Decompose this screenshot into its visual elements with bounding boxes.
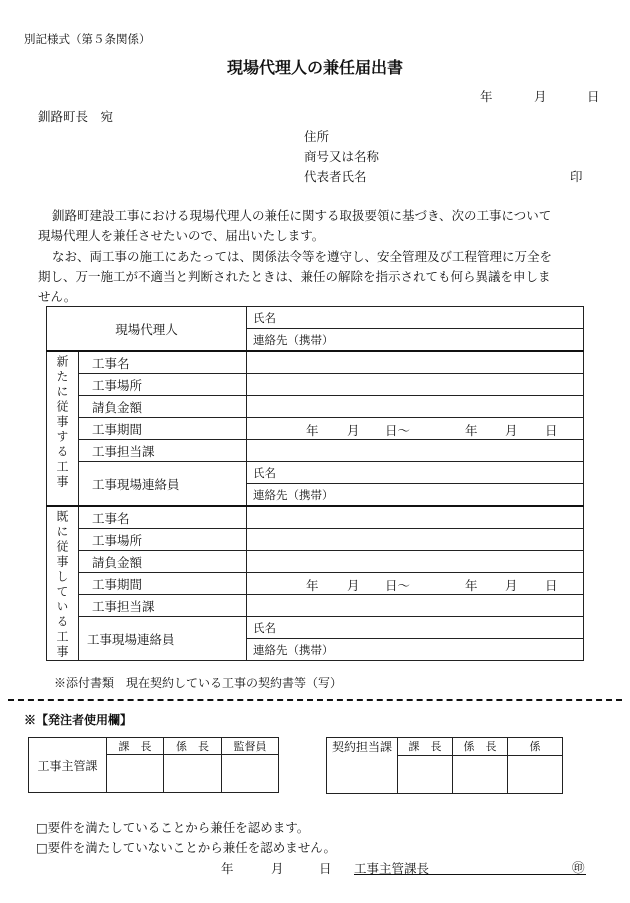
new-work-group-label: 新たに従事する工事	[55, 355, 69, 490]
existing-liaison-name-field[interactable]: 氏名	[247, 617, 584, 639]
existing-period-d2: 日	[545, 578, 558, 593]
new-period-m1: 月	[347, 423, 360, 438]
contract-col-subchief: 係 長	[453, 738, 508, 756]
new-department-label: 工事担当課	[79, 440, 247, 462]
body-line-2: 現場代理人を兼任させたいので、届出いたします。	[38, 228, 325, 243]
existing-work-site-label: 工事場所	[79, 529, 247, 551]
contract-stamp-subchief[interactable]	[453, 755, 508, 793]
contract-col-staff: 係	[508, 738, 563, 756]
body-line-1: 釧路町建設工事における現場代理人の兼任に関する取扱要領に基づき、次の工事について	[52, 208, 552, 223]
contract-stamp-chief[interactable]	[398, 755, 453, 793]
construction-stamp-supervisor[interactable]	[222, 755, 279, 793]
footer-day: 日	[319, 861, 332, 876]
contract-col-chief: 課 長	[398, 738, 453, 756]
contract-dept-cell	[327, 755, 398, 793]
agent-label: 現場代理人	[47, 307, 247, 352]
existing-liaison-label: 工事現場連絡員	[79, 617, 247, 661]
new-contract-amount-label: 請負金額	[79, 396, 247, 418]
contract-dept-label: 契約担当課	[327, 738, 398, 756]
construction-col-supervisor: 監督員	[222, 738, 279, 755]
existing-period-d1: 日〜	[385, 578, 411, 593]
applicant-address-label: 住所	[304, 129, 330, 144]
form-number: 別記様式（第５条関係）	[24, 32, 151, 46]
construction-col-chief: 課 長	[107, 738, 164, 755]
existing-liaison-contact-field[interactable]: 連絡先（携帯）	[247, 639, 584, 661]
signer-label: 工事主管課長	[354, 861, 430, 876]
approval-table-contract	[326, 737, 563, 794]
existing-period-y2: 年	[465, 578, 478, 593]
date-month: 月	[534, 89, 547, 104]
new-work-name-field[interactable]	[247, 351, 584, 374]
existing-period-m2: 月	[505, 578, 518, 593]
new-period-field[interactable]	[247, 418, 584, 440]
existing-period-label: 工事期間	[79, 573, 247, 595]
seal-stamp-icon: ㊞	[572, 860, 585, 875]
new-work-site-label: 工事場所	[79, 374, 247, 396]
existing-work-name-label: 工事名	[79, 506, 247, 529]
new-period-y1: 年	[306, 423, 319, 438]
cut-line-divider	[8, 699, 622, 701]
date-day: 日	[587, 89, 600, 104]
construction-dept-label: 工事主管課	[29, 738, 107, 793]
existing-work-site-field[interactable]	[247, 529, 584, 551]
contract-stamp-staff[interactable]	[508, 755, 563, 793]
new-period-label: 工事期間	[79, 418, 247, 440]
new-liaison-contact-field[interactable]: 連絡先（携帯）	[247, 484, 584, 507]
existing-department-label: 工事担当課	[79, 595, 247, 617]
existing-work-group	[47, 506, 79, 661]
new-period-m2: 月	[505, 423, 518, 438]
agent-name-field[interactable]: 氏名	[247, 307, 584, 329]
new-period-d1: 日〜	[385, 423, 411, 438]
approve-checkbox[interactable]: □要件を満たしていることから兼任を認めます。	[36, 820, 310, 835]
agent-contact-field[interactable]: 連絡先（携帯）	[247, 329, 584, 352]
construction-stamp-subchief[interactable]	[164, 755, 222, 793]
new-period-d2: 日	[545, 423, 558, 438]
addressee: 釧路町長 宛	[38, 109, 114, 124]
existing-period-field[interactable]	[247, 573, 584, 595]
existing-work-name-field[interactable]	[247, 506, 584, 529]
body-line-3: なお、両工事の施工にあたっては、関係法令等を遵守し、安全管理及び工程管理に万全を	[52, 249, 553, 264]
construction-col-subchief: 係 長	[164, 738, 222, 755]
notification-table	[46, 306, 584, 661]
approval-table-construction	[28, 737, 279, 793]
new-work-name-label: 工事名	[79, 351, 247, 374]
body-line-5: せん。	[38, 289, 77, 304]
new-contract-amount-field[interactable]	[247, 396, 584, 418]
orderer-section-heading: ※【発注者使用欄】	[24, 713, 133, 727]
new-work-group	[47, 351, 79, 506]
applicant-company-label: 商号又は名称	[304, 149, 380, 164]
new-liaison-name-field[interactable]: 氏名	[247, 462, 584, 484]
attachment-note: ※添付書類 現在契約している工事の契約書等（写）	[54, 676, 343, 690]
existing-department-field[interactable]	[247, 595, 584, 617]
existing-contract-amount-label: 請負金額	[79, 551, 247, 573]
page-title: 現場代理人の兼任届出書	[226, 58, 403, 77]
signer-line[interactable]	[354, 859, 586, 875]
existing-period-m1: 月	[347, 578, 360, 593]
deny-checkbox[interactable]: □要件を満たしていないことから兼任を認めません。	[36, 840, 337, 855]
date-year: 年	[480, 89, 493, 104]
footer-month: 月	[271, 861, 284, 876]
seal-mark: 印	[570, 169, 583, 184]
footer-year: 年	[221, 861, 234, 876]
existing-work-group-label: 既に従事している工事	[55, 510, 69, 660]
existing-period-y1: 年	[306, 578, 319, 593]
applicant-representative-label: 代表者氏名	[304, 169, 367, 184]
body-line-4: 期し、万一施工が不適当と判断されたときは、兼任の解除を指示されても何ら異議を申しま	[38, 269, 551, 284]
new-department-field[interactable]	[247, 440, 584, 462]
existing-contract-amount-field[interactable]	[247, 551, 584, 573]
construction-stamp-chief[interactable]	[107, 755, 164, 793]
new-period-y2: 年	[465, 423, 478, 438]
new-liaison-label: 工事現場連絡員	[79, 462, 247, 507]
new-work-site-field[interactable]	[247, 374, 584, 396]
